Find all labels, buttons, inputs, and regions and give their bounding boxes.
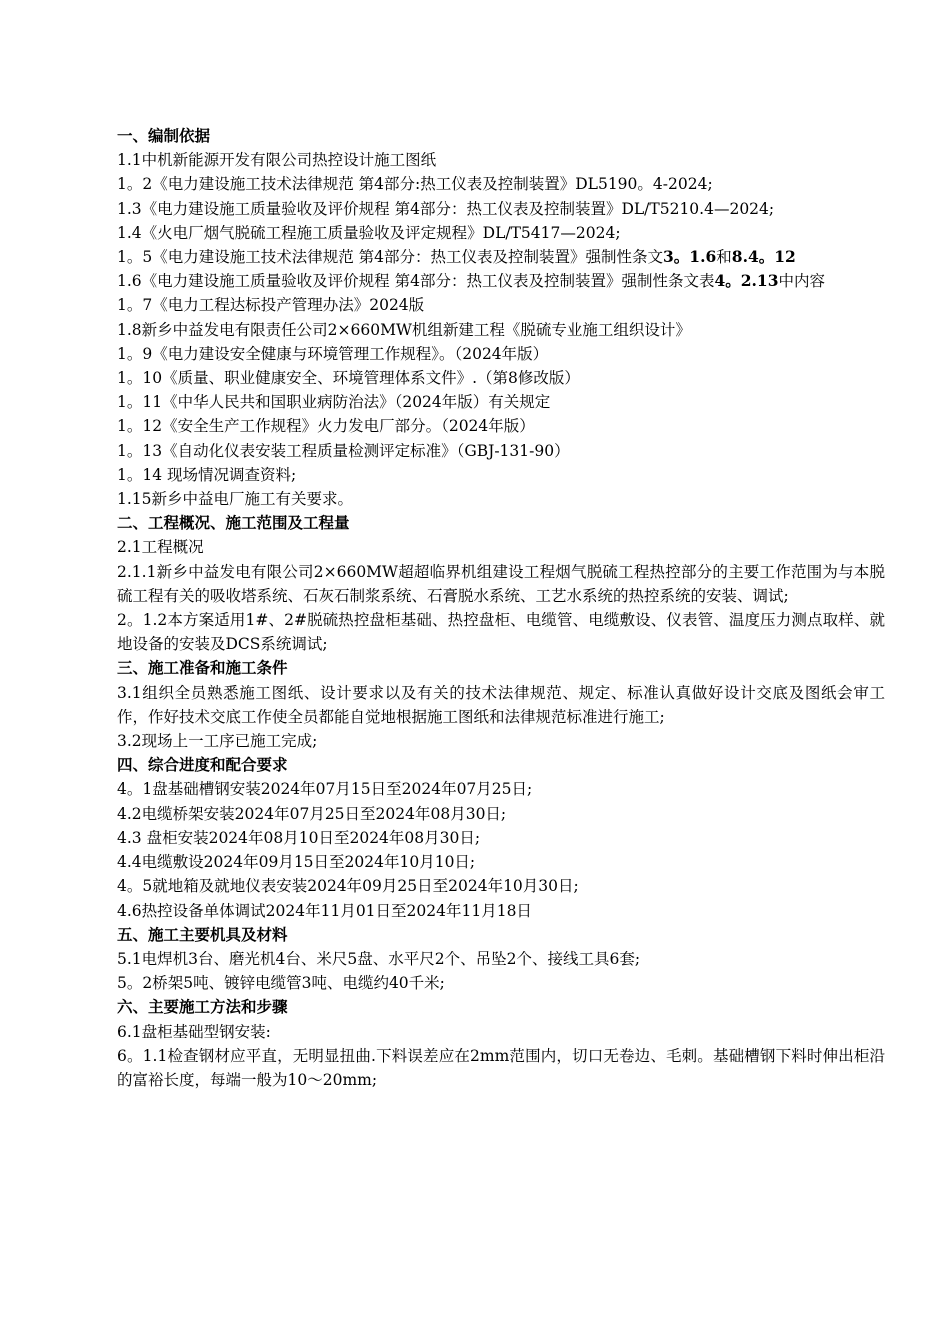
list-item: 1.3《电力建设施工质量验收及评价规程 第4部分：热工仪表及控制装置》DL/T5210.4—2024; — [117, 199, 775, 218]
list-item: 2。1.2本方案适用1#、2#脱硫热控盘柜基础、热控盘柜、电缆管、电缆敷设、仪表管、温度压力测点取样、就地设备的安装及DCS系统调试; — [117, 611, 885, 654]
list-item: 4.4电缆敷设2024年09月15日至2024年10月10日; — [117, 853, 476, 872]
section-heading: 一、编制依据 — [117, 127, 211, 145]
section-heading: 五、施工主要机具及材料 — [117, 925, 288, 944]
section-heading: 三、施工准备和施工条件 — [117, 659, 288, 678]
clause-number: 8.4。12 — [731, 247, 796, 267]
list-item: 4.3 盘柜安装2024年08月10日至2024年08月30日; — [117, 828, 481, 847]
list-item: 2.1工程概况 — [117, 538, 204, 557]
document-page — [117, 124, 885, 1092]
section-heading: 六、主要施工方法和步骤 — [117, 998, 288, 1017]
list-item: 1。14 现场情况调查资料; — [117, 465, 297, 484]
list-item: 4。5就地箱及就地仪表安装2024年09月25日至2024年10月30日; — [117, 877, 579, 896]
list-item: 1。9《电力建设安全健康与环境管理工作规程》。（2024年版） — [117, 344, 549, 363]
list-item: 1。11《中华人民共和国职业病防治法》（2024年版）有关规定 — [117, 393, 551, 412]
list-item: 1。13《自动化仪表安装工程质量检测评定标准》（GBJ-131-90） — [117, 441, 570, 460]
list-item-text: 和 — [716, 248, 732, 267]
section-heading: 四、综合进度和配合要求 — [117, 756, 288, 775]
list-item-text: 1。5《电力建设施工技术法律规范 第4部分：热工仪表及控制装置》强制性条文 — [117, 248, 664, 267]
section-heading: 二、工程概况、施工范围及工程量 — [117, 514, 350, 533]
list-item: 3.1组织全员熟悉施工图纸、设计要求以及有关的技术法律规范、规定、标准认真做好设计交底及图纸会审工作，作好技术交底工作使全员都能自觉地根据施工图纸和法律规范标准进行施工; — [117, 683, 885, 726]
list-item: 5。2桥架5吨、镀锌电缆管3吨、电缆约40千米; — [117, 974, 445, 993]
list-item: 1。10《质量、职业健康安全、环境管理体系文件》.（第8修改版） — [117, 369, 580, 388]
list-item — [117, 269, 885, 293]
list-item: 1.8新乡中益发电有限责任公司2×660MW机组新建工程《脱硫专业施工组织设计》 — [117, 320, 691, 339]
list-item: 1.4《火电厂烟气脱硫工程施工质量验收及评定规程》DL/T5417—2024; — [117, 223, 621, 242]
list-item: 2.1.1新乡中益发电有限公司2×660MW超超临界机组建设工程烟气脱硫工程热控部分的主要工作范围为与本脱硫工程有关的吸收塔系统、石灰石制浆系统、石膏脱水系统、工艺水系统的热控系统的安装、调试; — [117, 562, 885, 605]
list-item: 1.15新乡中益电厂施工有关要求。 — [117, 490, 354, 509]
list-item: 6。1.1检查钢材应平直，无明显扭曲.下料误差应在2mm范围内，切口无卷边、毛刺。基础槽钢下料时伸出柜沿的富裕长度，每端一般为10～20mm; — [117, 1046, 885, 1089]
list-item: 1。12《安全生产工作规程》火力发电厂部分。（2024年版） — [117, 417, 535, 436]
list-item: 4。1盘基础槽钢安装2024年07月15日至2024年07月25日; — [117, 780, 533, 799]
clause-number: 4。2.13 — [714, 271, 779, 291]
list-item: 4.2电缆桥架安装2024年07月25日至2024年08月30日; — [117, 804, 507, 823]
clause-number: 3。1.6 — [663, 247, 717, 267]
list-item: 4.6热控设备单体调试2024年11月01日至2024年11月18日 — [117, 901, 532, 920]
list-item: 1。2《电力建设施工技术法律规范 第4部分:热工仪表及控制装置》DL5190。4-2024; — [117, 175, 713, 194]
list-item-text: 中内容 — [778, 272, 826, 291]
list-item: 5.1电焊机3台、磨光机4台、米尺5盘、水平尺2个、吊坠2个、接线工具6套; — [117, 949, 641, 968]
list-item: 1.1中机新能源开发有限公司热控设计施工图纸 — [117, 151, 437, 170]
list-item-text: 1.6《电力建设施工质量验收及评价规程 第4部分：热工仪表及控制装置》强制性条文表 — [117, 272, 715, 291]
list-item: 3.2现场上一工序已施工完成; — [117, 732, 318, 751]
list-item — [117, 245, 885, 269]
list-item: 1。7《电力工程达标投产管理办法》2024版 — [117, 296, 425, 315]
list-item: 6.1盘柜基础型钢安装: — [117, 1022, 271, 1041]
